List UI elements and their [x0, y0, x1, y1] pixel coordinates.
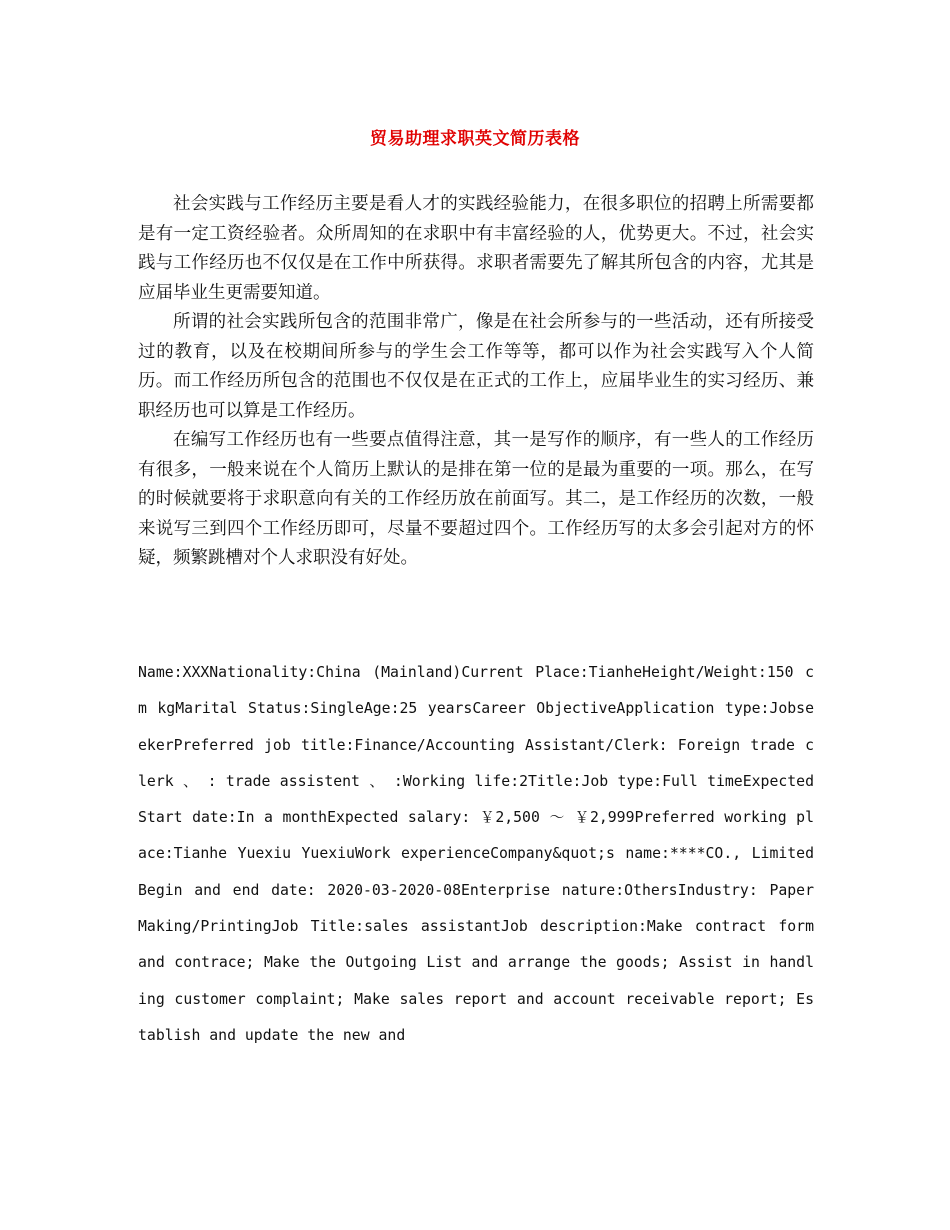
- paragraph: 所谓的社会实践所包含的范围非常广，像是在社会所参与的一些活动，还有所接受过的教育，以及在校期间所参与的学生会工作等等，都可以作为社会实践写入个人简历。而工作经历所包含的范围也不仅仅是在正式的工作上，应届毕业生的实习经历、兼职经历也可以算是工作经历。: [138, 312, 814, 421]
- paragraph: 在编写工作经历也有一些要点值得注意，其一是写作的顺序，有一些人的工作经历有很多，一般来说在个人简历上默认的是排在第一位的是最为重要的一项。那么，在写的时候就要将于求职意向有关的工作经历放在前面写。其二，是工作经历的次数，一般来说写三到四个工作经历即可，尽量不要超过四个。工作经历写的太多会引起对方的怀疑，频繁跳槽对个人求职没有好处。: [138, 430, 814, 568]
- resume-text-block: Name:XXXNationality:China (Mainland)Current Place:TianheHeight/Weight:150 cm kgMarital Status:SingleAge:25 yearsCareer ObjectiveApplication type:JobseekerPreferred job title:Finance/Accounting Assistant/Clerk: Foreign trade clerk 、 : trade assistent 、 :Working life:2Title:Job type:Full timeExpected Start date:In a monthExpected salary: ￥2,500 ～ ￥2,999Preferred working place:Tianhe Yuexiu YuexiuWork experienceCompany&quot;s name:****CO., LimitedBegin and end date: 2020-03-2020-08Enterprise nature:OthersIndustry: Paper Making/PrintingJob Title:sales assistantJob description:Make contract form and contrace; Make the Outgoing List and arrange the goods; Assist in handling customer complaint; Make sales report and account receivable report; Establish and update the new and: [138, 664, 814, 1044]
- document-title: 贸易助理求职英文简历表格: [370, 129, 580, 149]
- paragraph: 社会实践与工作经历主要是看人才的实践经验能力，在很多职位的招聘上所需要都是有一定工资经验者。众所周知的在求职中有丰富经验的人，优势更大。不过，社会实践与工作经历也不仅仅是在工作中所获得。求职者需要先了解其所包含的内容，尤其是应届毕业生更需要知道。: [138, 194, 814, 303]
- document-body: [138, 190, 814, 574]
